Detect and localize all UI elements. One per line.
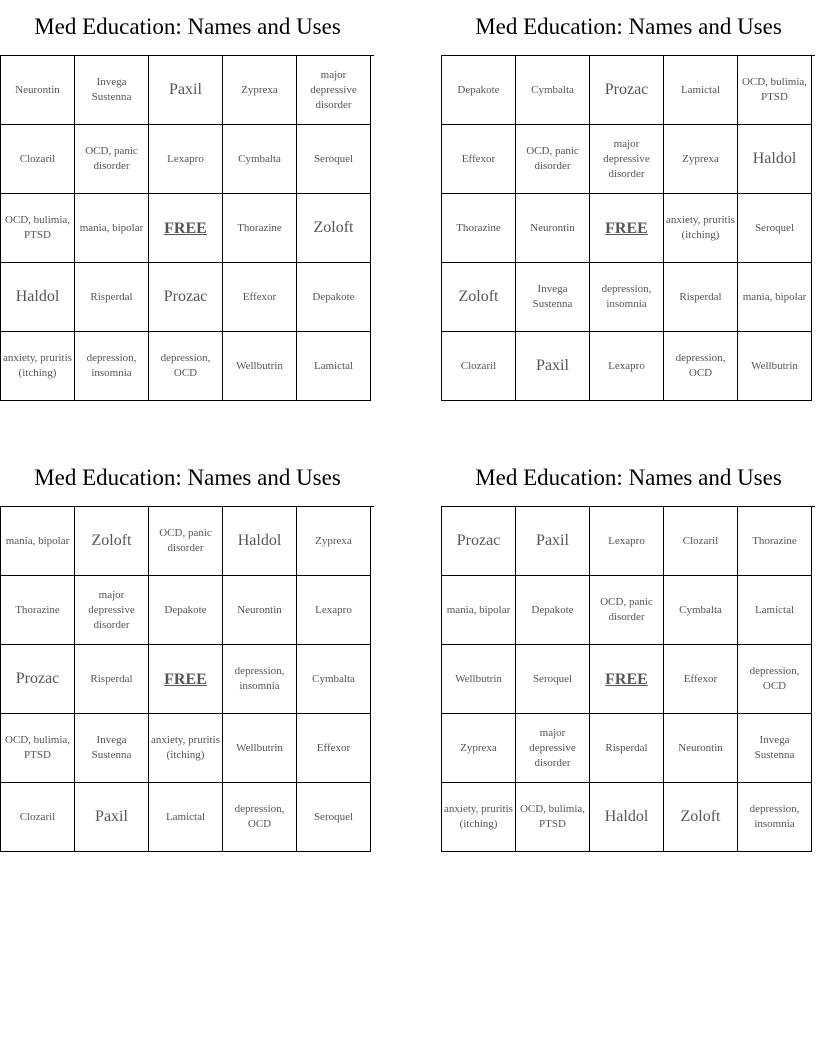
bingo-cell: Zoloft	[297, 194, 371, 263]
bingo-grid	[441, 55, 815, 401]
bingo-card-4	[441, 451, 816, 852]
bingo-cell: Haldol	[738, 125, 812, 194]
bingo-cell: Paxil	[516, 507, 590, 576]
bingo-cell: Invega Sustenna	[75, 714, 149, 783]
bingo-cell: anxiety, pruritis (itching)	[442, 783, 516, 852]
bingo-grid	[0, 506, 374, 852]
bingo-cell: Zyprexa	[442, 714, 516, 783]
bingo-cell: Thorazine	[223, 194, 297, 263]
bingo-cell: Invega Sustenna	[75, 56, 149, 125]
bingo-cell: Neurontin	[223, 576, 297, 645]
bingo-cell: Clozaril	[1, 125, 75, 194]
bingo-cell: Risperdal	[75, 263, 149, 332]
bingo-cell: Invega Sustenna	[516, 263, 590, 332]
bingo-cell: Seroquel	[516, 645, 590, 714]
bingo-cell: anxiety, pruritis (itching)	[664, 194, 738, 263]
card-title: Med Education: Names and Uses	[475, 14, 782, 39]
bingo-cell: depression, insomnia	[223, 645, 297, 714]
bingo-cell: Depakote	[149, 576, 223, 645]
free-space: FREE	[149, 194, 223, 263]
bingo-cell: Effexor	[664, 645, 738, 714]
bingo-cell: Lexapro	[590, 332, 664, 401]
bingo-cell: Thorazine	[1, 576, 75, 645]
bingo-cell: major depressive disorder	[516, 714, 590, 783]
bingo-cell: depression, OCD	[664, 332, 738, 401]
bingo-cell: Haldol	[223, 507, 297, 576]
bingo-cell: OCD, bulimia, PTSD	[516, 783, 590, 852]
bingo-cell: Depakote	[442, 56, 516, 125]
bingo-cell: Prozac	[442, 507, 516, 576]
bingo-cell: depression, OCD	[223, 783, 297, 852]
bingo-cell: OCD, panic disorder	[516, 125, 590, 194]
bingo-cell: Zoloft	[75, 507, 149, 576]
bingo-cell: Effexor	[442, 125, 516, 194]
bingo-cell: mania, bipolar	[442, 576, 516, 645]
bingo-cell: OCD, bulimia, PTSD	[738, 56, 812, 125]
card-title: Med Education: Names and Uses	[34, 14, 341, 39]
bingo-cell: Zyprexa	[664, 125, 738, 194]
bingo-cell: depression, OCD	[149, 332, 223, 401]
bingo-cell: OCD, bulimia, PTSD	[1, 714, 75, 783]
bingo-cell: Lamictal	[738, 576, 812, 645]
bingo-cell: Lamictal	[297, 332, 371, 401]
bingo-cell: Zoloft	[664, 783, 738, 852]
bingo-cell: Paxil	[75, 783, 149, 852]
bingo-cell: Wellbutrin	[738, 332, 812, 401]
bingo-cell: OCD, bulimia, PTSD	[1, 194, 75, 263]
bingo-cell: Risperdal	[590, 714, 664, 783]
bingo-card-1	[0, 0, 375, 401]
bingo-cell: OCD, panic disorder	[590, 576, 664, 645]
bingo-cell: Zyprexa	[297, 507, 371, 576]
bingo-cell: Wellbutrin	[223, 714, 297, 783]
bingo-cell: Cymbalta	[664, 576, 738, 645]
bingo-cell: Zyprexa	[223, 56, 297, 125]
bingo-card-3	[0, 451, 375, 852]
bingo-cell: Thorazine	[738, 507, 812, 576]
bingo-cell: mania, bipolar	[738, 263, 812, 332]
bingo-grid	[0, 55, 374, 401]
bingo-cell: Effexor	[223, 263, 297, 332]
bingo-cell: Prozac	[149, 263, 223, 332]
bingo-cell: major depressive disorder	[590, 125, 664, 194]
free-space: FREE	[590, 194, 664, 263]
card-title: Med Education: Names and Uses	[34, 465, 341, 490]
free-space: FREE	[590, 645, 664, 714]
bingo-cell: Neurontin	[664, 714, 738, 783]
bingo-cell: Lexapro	[149, 125, 223, 194]
card-title: Med Education: Names and Uses	[475, 465, 782, 490]
bingo-grid	[441, 506, 815, 852]
bingo-cell: Seroquel	[738, 194, 812, 263]
bingo-cell: Depakote	[297, 263, 371, 332]
bingo-cell: Clozaril	[1, 783, 75, 852]
free-space: FREE	[149, 645, 223, 714]
bingo-cell: Clozaril	[442, 332, 516, 401]
bingo-cell: Cymbalta	[223, 125, 297, 194]
bingo-cell: Risperdal	[664, 263, 738, 332]
bingo-cell: depression, OCD	[738, 645, 812, 714]
bingo-cell: Cymbalta	[297, 645, 371, 714]
bingo-cell: Seroquel	[297, 783, 371, 852]
bingo-card-2	[441, 0, 816, 401]
bingo-cell: depression, insomnia	[738, 783, 812, 852]
bingo-cell: Lamictal	[149, 783, 223, 852]
bingo-cell: Cymbalta	[516, 56, 590, 125]
bingo-cell: Thorazine	[442, 194, 516, 263]
bingo-cell: Haldol	[1, 263, 75, 332]
bingo-cell: Risperdal	[75, 645, 149, 714]
bingo-cell: Effexor	[297, 714, 371, 783]
bingo-cell: Paxil	[516, 332, 590, 401]
bingo-cell: mania, bipolar	[1, 507, 75, 576]
bingo-cell: depression, insomnia	[75, 332, 149, 401]
bingo-cell: OCD, panic disorder	[149, 507, 223, 576]
bingo-cell: Seroquel	[297, 125, 371, 194]
bingo-cell: anxiety, pruritis (itching)	[149, 714, 223, 783]
bingo-cell: Wellbutrin	[223, 332, 297, 401]
bingo-cell: Invega Sustenna	[738, 714, 812, 783]
bingo-cell: Clozaril	[664, 507, 738, 576]
bingo-cell: Neurontin	[1, 56, 75, 125]
bingo-cell: Prozac	[590, 56, 664, 125]
bingo-cell: mania, bipolar	[75, 194, 149, 263]
bingo-cell: Lamictal	[664, 56, 738, 125]
bingo-cell: depression, insomnia	[590, 263, 664, 332]
bingo-cell: OCD, panic disorder	[75, 125, 149, 194]
bingo-cell: Neurontin	[516, 194, 590, 263]
bingo-cell: Paxil	[149, 56, 223, 125]
bingo-cell: Wellbutrin	[442, 645, 516, 714]
bingo-cell: anxiety, pruritis (itching)	[1, 332, 75, 401]
bingo-cell: major depressive disorder	[75, 576, 149, 645]
bingo-cell: Zoloft	[442, 263, 516, 332]
bingo-cell: Lexapro	[590, 507, 664, 576]
bingo-cell: Lexapro	[297, 576, 371, 645]
bingo-cell: major depressive disorder	[297, 56, 371, 125]
bingo-cell: Depakote	[516, 576, 590, 645]
bingo-cell: Haldol	[590, 783, 664, 852]
bingo-cell: Prozac	[1, 645, 75, 714]
